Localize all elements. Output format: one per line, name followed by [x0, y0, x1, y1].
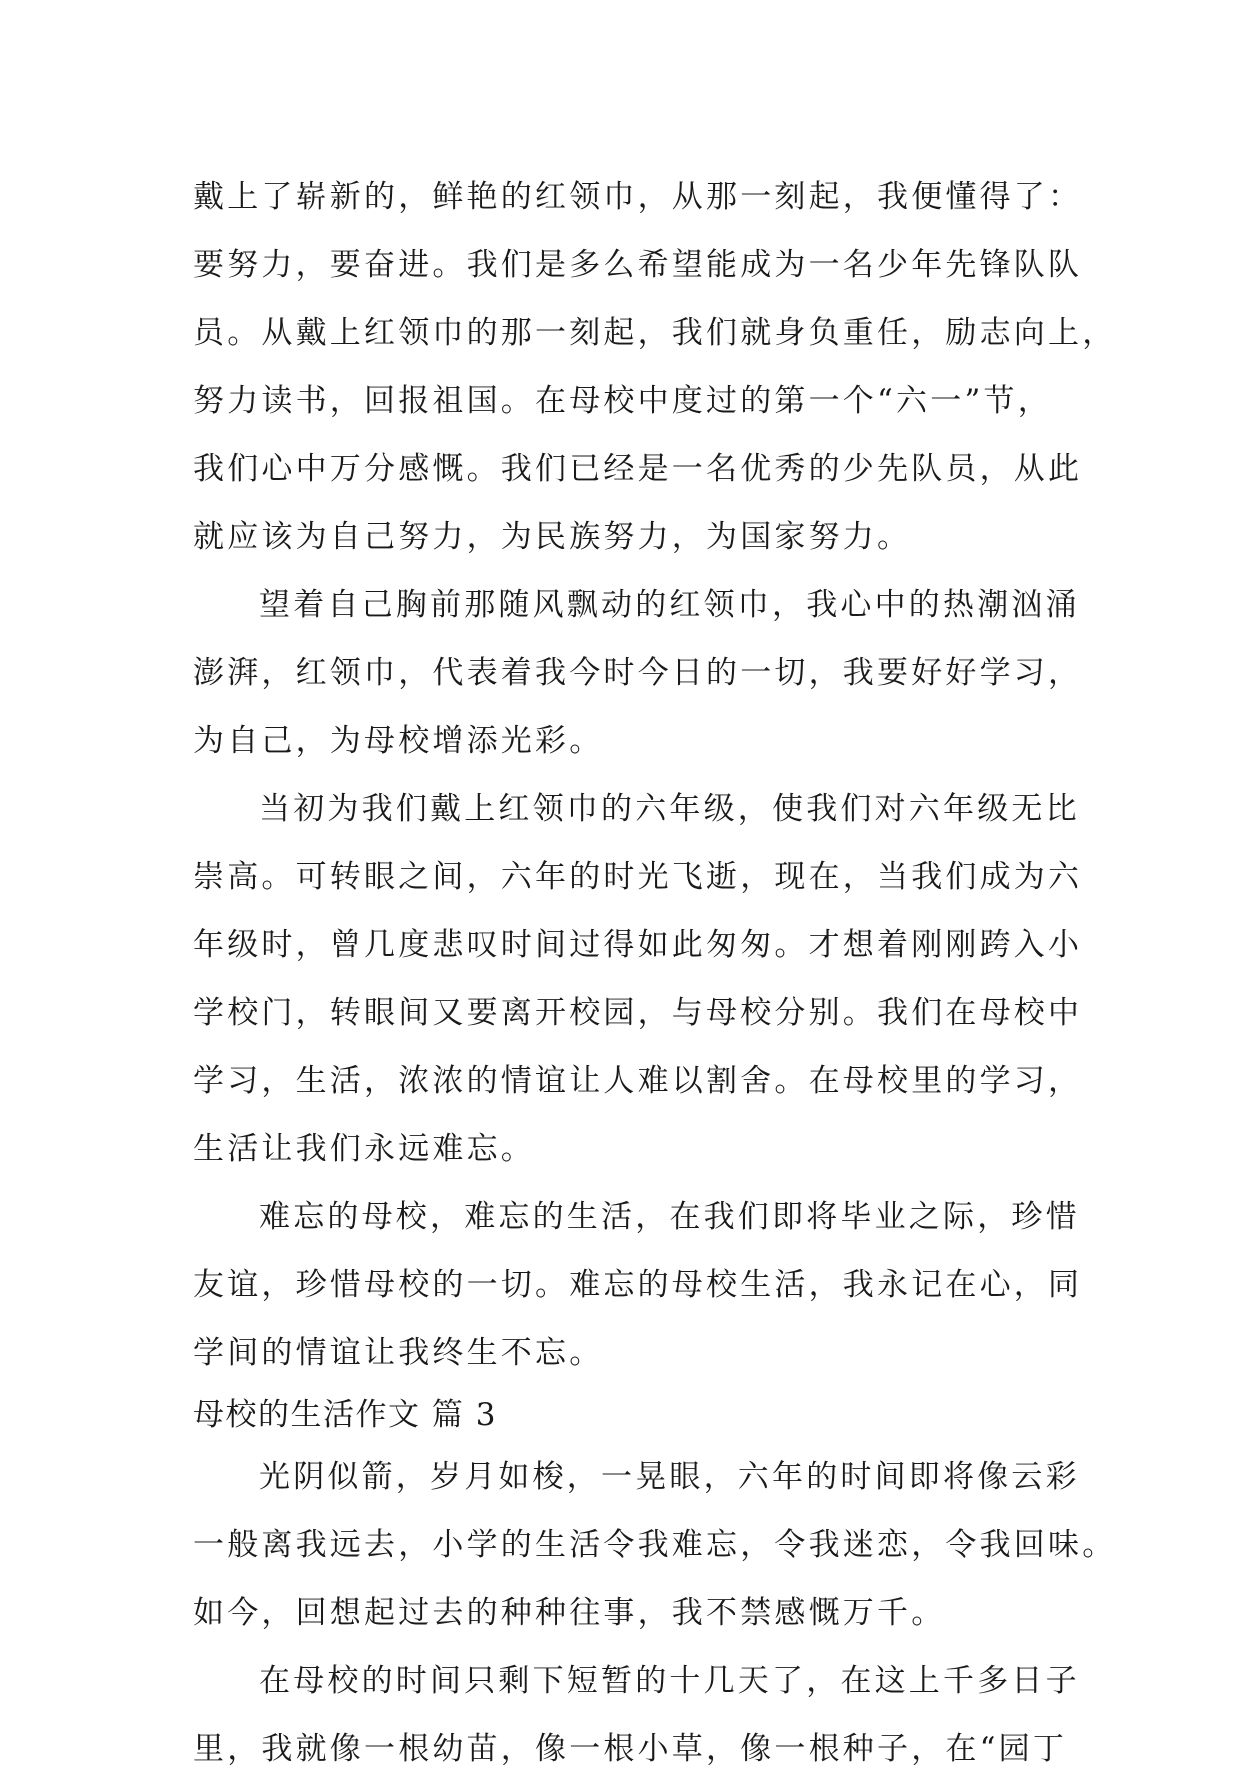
text-line: 为自己，为母校增添光彩。	[193, 723, 604, 759]
text-line: 员。从戴上红领巾的那一刻起，我们就身负重任，励志向上，	[193, 315, 1117, 351]
text-line: 学习，生活，浓浓的情谊让人难以割舍。在母校里的学习，	[193, 1063, 1083, 1099]
paragraph-first-line: 光阴似箭，岁月如梭，一晃眼，六年的时间即将像云彩	[259, 1459, 1080, 1495]
paragraph-first-line: 难忘的母校，难忘的生活，在我们即将毕业之际，珍惜	[259, 1199, 1080, 1235]
text-line: 如今，回想起过去的种种往事，我不禁感慨万千。	[193, 1595, 946, 1631]
paragraph-first-line: 当初为我们戴上红领巾的六年级，使我们对六年级无比	[259, 791, 1080, 827]
text-line: 生活让我们永远难忘。	[193, 1131, 535, 1167]
text-line: 我们心中万分感慨。我们已经是一名优秀的少先队员，从此	[193, 451, 1083, 487]
text-line: 一般离我远去，小学的生活令我难忘，令我迷恋，令我回味。	[193, 1527, 1117, 1563]
text-line: 友谊，珍惜母校的一切。难忘的母校生活，我永记在心，同	[193, 1267, 1083, 1303]
paragraph-first-line: 在母校的时间只剩下短暂的十几天了，在这上千多日子	[259, 1663, 1080, 1699]
text-line: 里，我就像一根幼苗，像一根小草，像一根种子，在“园丁	[193, 1731, 1068, 1767]
text-line: 努力读书，回报祖国。在母校中度过的第一个“六一”节，	[193, 383, 1052, 419]
text-line: 崇高。可转眼之间，六年的时光飞逝，现在，当我们成为六	[193, 859, 1083, 895]
text-line: 戴上了崭新的，鲜艳的红领巾，从那一刻起，我便懂得了：	[193, 179, 1083, 215]
text-line: 要努力，要奋进。我们是多么希望能成为一名少年先锋队队	[193, 247, 1083, 283]
paragraph-first-line: 望着自己胸前那随风飘动的红领巾，我心中的热潮汹涌	[259, 587, 1080, 623]
body-text	[193, 163, 1117, 1783]
text-line: 学间的情谊让我终生不忘。	[193, 1335, 604, 1371]
section-heading: 母校的生活作文 篇 3	[193, 1397, 497, 1433]
text-line: 学校门，转眼间又要离开校园，与母校分别。我们在母校中	[193, 995, 1083, 1031]
text-line: 就应该为自己努力，为民族努力，为国家努力。	[193, 519, 912, 555]
text-line: 年级时，曾几度悲叹时间过得如此匆匆。才想着刚刚跨入小	[193, 927, 1083, 963]
text-line: 澎湃，红领巾，代表着我今时今日的一切，我要好好学习，	[193, 655, 1083, 691]
